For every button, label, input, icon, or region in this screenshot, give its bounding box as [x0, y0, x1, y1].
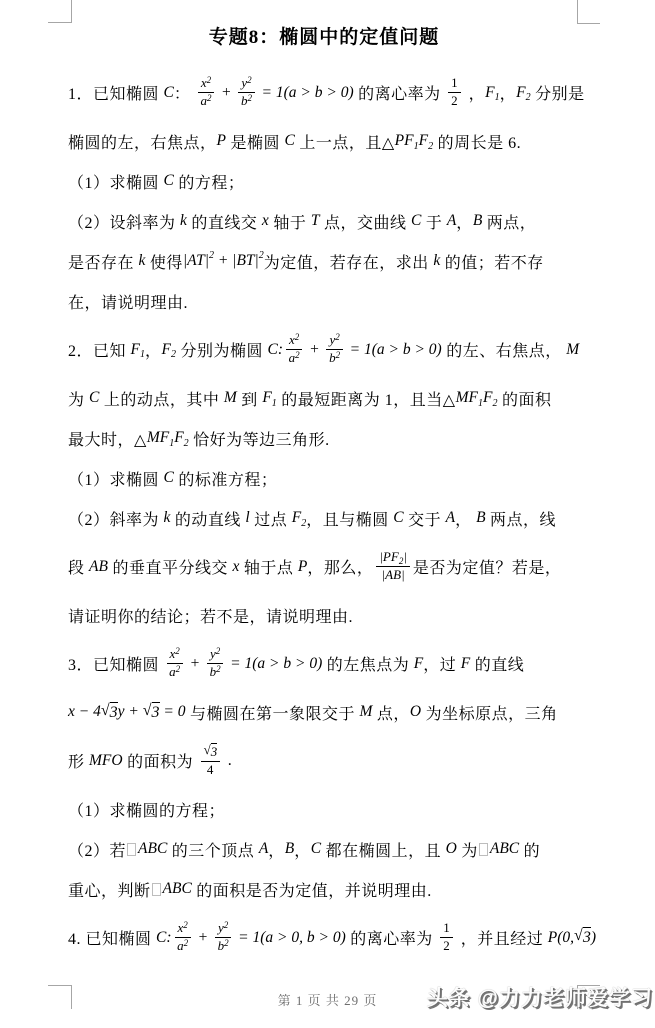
math-run: x — [232, 557, 240, 575]
text-run: 点， — [372, 705, 410, 723]
fraction-numerator — [207, 647, 223, 664]
math-run: = 0 — [159, 703, 186, 720]
superscript: 2 — [335, 350, 341, 360]
fraction-numerator — [376, 550, 410, 567]
text-line — [68, 241, 580, 281]
fraction-numerator — [201, 743, 221, 762]
text-run: 的面积是否为定值，并说明理由. — [191, 882, 432, 900]
math-run: a — [169, 664, 176, 679]
math-run: B — [472, 212, 483, 229]
fraction — [215, 921, 231, 954]
math-run: M — [566, 340, 580, 358]
math-run: |PF — [379, 549, 399, 565]
text-run: ， — [268, 842, 285, 860]
math-run: y + — [117, 703, 143, 720]
math-run: F — [174, 429, 184, 446]
text-line — [68, 692, 580, 732]
math-run: C — [163, 172, 174, 189]
math-run: | — [403, 549, 407, 565]
math-run: P — [547, 928, 558, 946]
text-run: 3．已知椭圆 — [68, 657, 164, 674]
superscript: 2 — [224, 938, 229, 948]
text-run: 2 — [451, 93, 459, 108]
radical-sign: √ — [100, 701, 110, 719]
text-run: ，且与椭圆 — [306, 511, 394, 529]
text-run: 椭圆的左，右焦点， — [68, 134, 217, 152]
math-run: y — [218, 920, 224, 936]
fraction-numerator — [167, 647, 183, 664]
subscript: 1 — [169, 437, 175, 449]
superscript: 2 — [295, 350, 300, 360]
fraction-numerator — [326, 333, 342, 350]
text-run: ， — [499, 86, 517, 103]
radical-sign: √ — [574, 927, 583, 945]
text-run: 轴于点 — [239, 560, 298, 577]
fraction-denominator — [218, 938, 229, 954]
text-run: （1）求椭圆的方程； — [68, 802, 226, 820]
subscript: 1 — [494, 92, 500, 103]
text-run: ， — [455, 511, 477, 529]
sqrt-expression — [101, 702, 118, 722]
superscript: 2 — [223, 920, 229, 931]
text-run: 于 — [421, 214, 447, 232]
text-run: ： — [173, 86, 195, 103]
math-run: F — [413, 654, 424, 672]
text-run: 的标准方程； — [173, 471, 278, 489]
text-run: 两点，线 — [485, 511, 557, 529]
math-run: |AB| — [381, 567, 405, 582]
missing-glyph-box — [152, 883, 161, 896]
fraction — [198, 76, 214, 109]
text-run: 的周长是 6. — [433, 134, 522, 152]
text-run: 1．已知椭圆 — [68, 86, 164, 103]
math-run: = 1(a > b > 0) — [226, 654, 323, 672]
superscript: 2 — [258, 249, 264, 261]
text-run: 请证明你的结论；若不是，请说明理由. — [68, 608, 354, 626]
text-line — [68, 281, 580, 321]
math-run: C — [410, 212, 422, 229]
text-line — [68, 595, 580, 635]
text-run: 到 — [236, 391, 263, 409]
subscript: 1 — [413, 140, 419, 152]
subscript: 2 — [170, 349, 176, 360]
math-run: F — [291, 509, 302, 526]
watermark-text: 头条 @力力老师爱学习 — [426, 987, 653, 1010]
text-line — [68, 869, 580, 909]
radical-sign: √ — [142, 701, 152, 719]
radicand: 3 — [109, 703, 118, 721]
radicand: 3 — [210, 744, 218, 760]
text-run: 的左焦点为 — [322, 657, 414, 674]
math-run: O — [445, 840, 457, 857]
math-run: y — [329, 332, 336, 348]
text-run: 的离心率为 — [345, 931, 438, 948]
math-run: F — [485, 83, 495, 101]
math-run: x — [261, 212, 269, 229]
fraction — [175, 921, 191, 954]
text-run: 的离心率为 — [353, 86, 446, 103]
math-run: x — [200, 75, 207, 91]
superscript: 2 — [294, 332, 300, 343]
fraction — [448, 76, 461, 109]
math-run: x − 4 — [68, 703, 101, 720]
sqrt-expression — [143, 702, 160, 722]
math-run: F — [460, 654, 471, 672]
fraction-denominator — [210, 664, 221, 680]
math-run: + — [193, 928, 213, 946]
math-run: C — [89, 389, 100, 406]
margin-corner-mark-top-right — [577, 0, 600, 24]
subscript: 1 — [139, 349, 145, 360]
text-run: 的三个顶点 — [167, 842, 259, 860]
math-run: = 1(a > b > 0) — [257, 83, 354, 101]
math-run: C: — [267, 340, 283, 358]
text-run: 两点， — [482, 214, 537, 232]
superscript: 2 — [215, 646, 221, 657]
text-run: ， — [456, 214, 473, 232]
math-run: F — [418, 132, 429, 149]
text-run: 与椭圆在第一象限交于 — [185, 705, 360, 723]
math-run: B — [284, 840, 295, 857]
math-run: |AT| — [182, 252, 209, 269]
fraction-denominator — [207, 762, 214, 778]
math-run: ABC — [489, 840, 520, 857]
radical-sign: √ — [203, 742, 211, 758]
math-run: C — [310, 840, 322, 857]
text-run: 的最短距离为 1，且当△ — [276, 391, 456, 409]
text-line — [68, 121, 580, 161]
page-title: 专题8：椭圆中的定值问题 — [208, 27, 440, 48]
math-run: MFO — [89, 751, 123, 769]
text-run: 2．已知 — [68, 343, 131, 360]
text-run: 的左、右焦点， — [441, 343, 567, 360]
text-run: 为 — [68, 391, 90, 409]
text-line — [68, 378, 580, 418]
math-run: b — [209, 664, 217, 679]
subscript: 2 — [183, 437, 189, 449]
math-run: ) — [590, 928, 596, 946]
superscript: 2 — [183, 920, 188, 931]
math-run: M — [223, 389, 237, 406]
math-run: MF — [146, 429, 170, 446]
text-run: 为 — [456, 842, 478, 860]
fraction — [238, 76, 254, 109]
fraction — [326, 333, 342, 366]
fraction — [167, 647, 183, 680]
fraction-denominator — [169, 664, 180, 680]
math-run: T — [310, 212, 320, 229]
math-run: a — [177, 938, 184, 953]
text-line — [68, 538, 580, 595]
text-run: ，并且经过 — [456, 931, 548, 948]
text-run: 分别是 — [530, 86, 585, 103]
text-run: 是椭圆 — [225, 134, 285, 152]
subscript: 2 — [398, 556, 404, 567]
superscript: 2 — [207, 93, 212, 103]
subscript: 2 — [428, 140, 434, 152]
radicand: 3 — [582, 929, 591, 947]
text-run: 重心，判断 — [68, 882, 151, 900]
fraction-denominator — [451, 93, 458, 109]
text-run: 最大时，△ — [68, 431, 147, 449]
sqrt-expression — [204, 743, 218, 760]
fraction-denominator — [443, 938, 450, 954]
text-run: （1）求椭圆 — [68, 174, 164, 192]
text-line — [68, 161, 580, 201]
text-run: 都在椭圆上，且 — [321, 842, 446, 860]
text-run: 段 — [68, 560, 90, 577]
math-run: F — [161, 340, 171, 358]
fraction-numerator — [215, 921, 231, 938]
math-run: k — [180, 212, 187, 229]
math-run: + — [217, 83, 236, 101]
math-run: = 1(a > b > 0) — [345, 340, 442, 358]
text-run: 形 — [68, 754, 90, 771]
fraction-denominator — [201, 93, 212, 109]
math-run: b — [329, 350, 336, 365]
math-run: C — [284, 132, 295, 149]
text-line — [68, 635, 580, 692]
text-run: 上的动点，其中 — [99, 391, 224, 409]
math-run: C — [393, 509, 404, 526]
superscript: 2 — [208, 249, 214, 261]
fraction-numerator — [175, 921, 191, 938]
superscript: 2 — [175, 664, 181, 674]
math-run: + |BT| — [213, 252, 259, 269]
page-number-footer: 第 1 页 共 29 页 — [277, 993, 378, 1008]
math-run: y — [210, 646, 216, 662]
text-line — [68, 789, 580, 829]
document-text-block — [68, 64, 596, 966]
radicand: 3 — [151, 703, 160, 721]
text-run: 上一点，且△ — [294, 134, 395, 152]
text-line — [68, 498, 580, 538]
text-run: ， — [464, 86, 486, 103]
math-run: MF — [455, 389, 478, 406]
fraction-denominator — [329, 350, 340, 366]
text-run: 恰好为等边三角形. — [188, 431, 330, 449]
math-run: l — [245, 509, 250, 526]
fraction — [207, 647, 223, 680]
math-run: F — [130, 340, 140, 358]
math-run: A — [446, 212, 457, 229]
math-run: P — [216, 132, 226, 149]
text-run: 交于 — [403, 511, 446, 529]
missing-glyph-box — [127, 843, 136, 856]
fraction-denominator — [241, 93, 252, 109]
text-line — [68, 732, 580, 789]
math-run: x — [288, 332, 295, 348]
text-run: ，那么， — [307, 560, 374, 577]
text-run: 的垂直平分线交 — [107, 560, 233, 577]
math-run: C — [163, 83, 174, 101]
text-run: 的值；若不存 — [440, 254, 544, 272]
text-run: 点，交曲线 — [319, 214, 411, 232]
text-run: 的方程； — [173, 174, 245, 192]
text-run: 在，请说明理由. — [68, 294, 189, 312]
math-run: x — [169, 646, 176, 662]
text-run: 分别为椭圆 — [175, 343, 268, 360]
text-run: 2 — [443, 938, 451, 953]
text-line — [68, 458, 580, 498]
math-run: F — [516, 83, 526, 101]
math-run: A — [258, 840, 269, 857]
fraction-numerator — [198, 76, 214, 93]
text-run: 是否存在 — [68, 254, 139, 272]
math-run: a — [200, 93, 208, 108]
superscript: 2 — [216, 664, 221, 674]
text-run: ，过 — [423, 657, 461, 674]
math-run: + — [185, 654, 205, 672]
math-run: k — [433, 252, 441, 269]
math-run: x — [177, 920, 184, 936]
superscript: 2 — [247, 93, 253, 103]
text-run: 4. 已知椭圆 — [68, 931, 157, 948]
text-run: 的直线交 — [186, 214, 262, 232]
subscript: 1 — [271, 397, 277, 409]
text-run: 过点 — [249, 511, 292, 529]
text-line — [68, 64, 585, 121]
fraction-denominator — [177, 938, 188, 954]
text-line — [68, 909, 596, 966]
text-run: 1 — [451, 75, 459, 91]
fraction-numerator — [286, 333, 302, 350]
text-run: 4 — [206, 761, 214, 777]
sqrt-expression — [574, 927, 591, 947]
subscript: 1 — [477, 397, 483, 409]
text-line — [68, 829, 580, 869]
fraction-denominator — [382, 567, 405, 583]
text-run: （2）若 — [68, 842, 127, 860]
math-run: A — [445, 509, 456, 526]
fraction — [376, 550, 410, 583]
fraction-numerator — [448, 76, 461, 93]
text-run: （2）设斜率为 — [68, 214, 181, 232]
text-line — [68, 418, 580, 458]
subscript: 2 — [492, 397, 498, 409]
text-run: 轴于 — [268, 214, 311, 232]
math-run: C — [163, 469, 174, 486]
math-run: a — [288, 350, 296, 365]
text-run: ， — [294, 842, 311, 860]
text-run: 的动直线 — [170, 511, 246, 529]
math-run: F — [262, 389, 272, 406]
text-run: （2）斜率为 — [68, 511, 164, 529]
math-run: B — [476, 509, 486, 526]
math-run: b — [217, 938, 225, 953]
fraction — [440, 921, 453, 954]
superscript: 2 — [247, 75, 252, 86]
text-line — [68, 321, 580, 378]
fraction-numerator — [440, 921, 453, 938]
fraction — [201, 743, 221, 778]
text-run: 1 — [443, 920, 451, 936]
text-line — [68, 201, 580, 241]
math-run: ABC — [138, 840, 168, 857]
text-run: 的面积 — [497, 391, 552, 409]
page-body — [68, 12, 596, 966]
fraction — [286, 333, 302, 366]
math-run: (0, — [557, 928, 575, 946]
superscript: 2 — [175, 646, 180, 657]
math-run: k — [138, 252, 146, 269]
math-run: + — [305, 340, 324, 358]
math-run: = 1(a > 0, b > 0) — [234, 928, 346, 946]
math-run: PF — [394, 132, 414, 149]
math-run: b — [241, 93, 248, 108]
text-run: 的 — [519, 842, 541, 860]
text-run: 为坐标原点，三角 — [421, 705, 558, 723]
text-run: 的直线 — [470, 657, 525, 674]
math-run: y — [241, 75, 248, 91]
math-run: C: — [156, 928, 172, 946]
math-run: M — [359, 703, 373, 720]
math-run: k — [163, 509, 171, 526]
text-run: . — [223, 751, 233, 769]
text-run: ， — [144, 343, 162, 360]
math-run: ABC — [162, 880, 192, 897]
math-run: AB — [89, 557, 108, 575]
math-run: F — [482, 389, 493, 406]
superscript: 2 — [206, 75, 212, 86]
superscript: 2 — [183, 938, 189, 948]
missing-glyph-box — [479, 843, 488, 856]
fraction-denominator — [289, 350, 300, 366]
text-run: （1）求椭圆 — [68, 471, 164, 489]
math-run: P — [297, 557, 308, 575]
math-run: O — [409, 703, 422, 720]
text-run: 使得 — [145, 254, 183, 272]
superscript: 2 — [335, 332, 340, 343]
text-run: 是否为定值？若是， — [412, 560, 562, 577]
text-run: 为定值，若存在，求出 — [263, 254, 434, 272]
subscript: 2 — [525, 92, 531, 103]
text-run: 的面积为 — [122, 754, 198, 771]
subscript: 2 — [301, 517, 307, 529]
fraction-numerator — [238, 76, 254, 93]
